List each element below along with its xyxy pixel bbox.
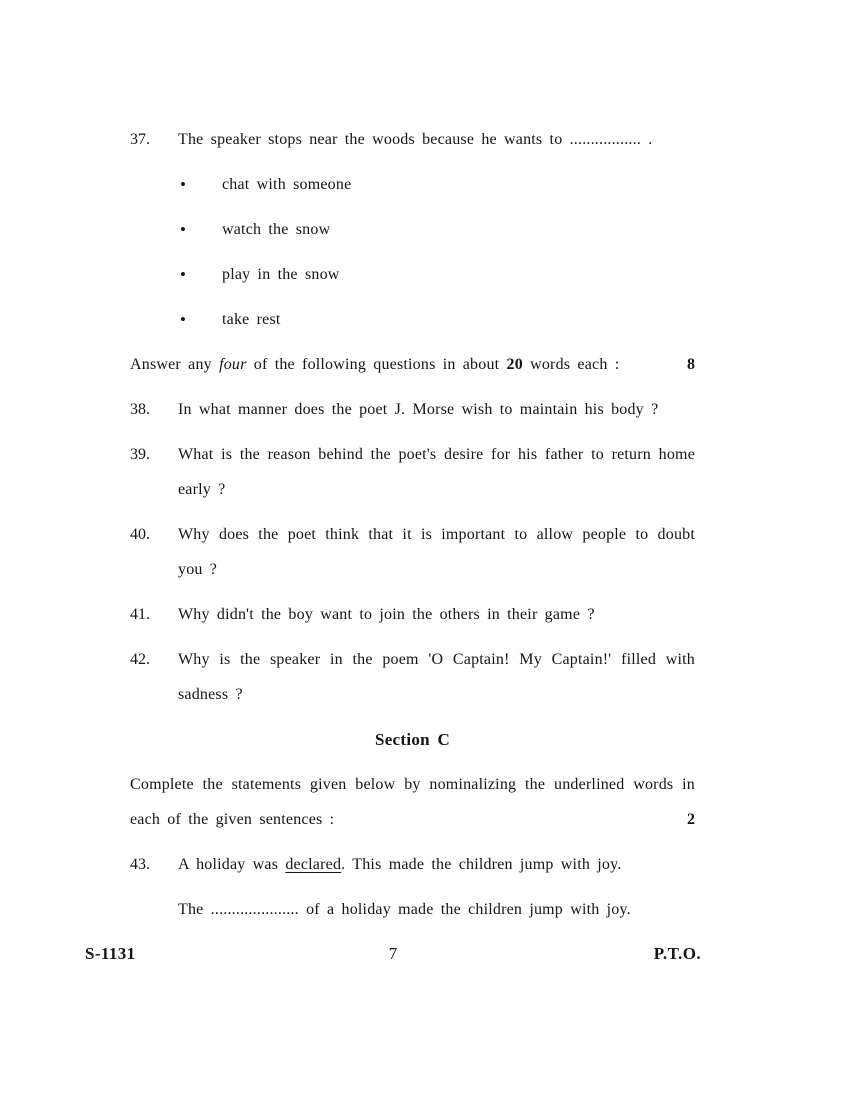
question-number: 42. bbox=[130, 651, 150, 668]
instruction-nominalize bbox=[130, 767, 695, 837]
instruction-segment: Answer any bbox=[130, 356, 220, 373]
option-text: watch the snow bbox=[222, 221, 331, 238]
question-42 bbox=[130, 642, 695, 712]
list-item bbox=[180, 167, 695, 202]
question-segment: . This made the children jump with joy. bbox=[341, 856, 622, 873]
answer-line-text: The ..................... of a holiday made the children jump with joy. bbox=[178, 901, 631, 918]
question-segment: A holiday was bbox=[178, 856, 286, 873]
question-text bbox=[178, 847, 695, 882]
page-footer bbox=[85, 944, 701, 964]
instruction-answer-four bbox=[130, 347, 695, 382]
bullet-icon: • bbox=[180, 175, 186, 194]
question-40 bbox=[130, 517, 695, 587]
option-text: take rest bbox=[222, 311, 281, 328]
page-content bbox=[130, 122, 695, 937]
question-39 bbox=[130, 437, 695, 507]
pto-label: P.T.O. bbox=[653, 944, 701, 963]
instruction-italic-word: four bbox=[219, 356, 247, 373]
list-item bbox=[180, 212, 695, 247]
question-number: 43. bbox=[130, 856, 150, 873]
question-text: Why didn't the boy want to join the others in their game ? bbox=[178, 606, 595, 623]
instruction-bold-number: 20 bbox=[506, 356, 523, 373]
question-number: 41. bbox=[130, 606, 150, 623]
question-41 bbox=[130, 597, 695, 632]
question-number: 37. bbox=[130, 131, 150, 148]
page-number: 7 bbox=[388, 944, 398, 963]
question-text: What is the reason behind the poet's desire for his father to return home early ? bbox=[178, 446, 695, 498]
question-number-spacer bbox=[130, 892, 178, 927]
bullet-icon: • bbox=[180, 265, 186, 284]
instruction-text: Complete the statements given below by nominalizing the underlined words in each of the given sentences : bbox=[130, 776, 695, 828]
question-37 bbox=[130, 122, 695, 157]
options-list bbox=[130, 167, 695, 337]
instruction-segment: words each : bbox=[522, 356, 620, 373]
option-text: chat with someone bbox=[222, 176, 352, 193]
question-43 bbox=[130, 847, 695, 882]
instruction-segment: of the following questions in about bbox=[246, 356, 507, 373]
question-number: 39. bbox=[130, 446, 150, 463]
section-heading: Section C bbox=[374, 730, 451, 749]
question-text: In what manner does the poet J. Morse wish to maintain his body ? bbox=[178, 401, 659, 418]
paper-code: S-1131 bbox=[85, 944, 136, 963]
question-38 bbox=[130, 392, 695, 427]
question-text: Why is the speaker in the poem 'O Captain! My Captain!' filled with sadness ? bbox=[178, 651, 695, 703]
instruction-text bbox=[130, 347, 695, 382]
marks-value: 2 bbox=[687, 811, 695, 828]
list-item bbox=[180, 257, 695, 292]
list-item bbox=[180, 302, 695, 337]
question-37-block bbox=[130, 122, 695, 337]
question-number: 40. bbox=[130, 526, 150, 543]
question-43-answer-line bbox=[130, 892, 695, 927]
bullet-icon: • bbox=[180, 310, 186, 329]
marks-value: 8 bbox=[687, 356, 695, 373]
option-text: play in the snow bbox=[222, 266, 340, 283]
bullet-icon: • bbox=[180, 220, 186, 239]
question-text: The speaker stops near the woods because he wants to ................. . bbox=[178, 131, 653, 148]
question-text: Why does the poet think that it is important to allow people to doubt you ? bbox=[178, 526, 695, 578]
underlined-word: declared bbox=[285, 856, 342, 873]
question-number: 38. bbox=[130, 401, 150, 418]
